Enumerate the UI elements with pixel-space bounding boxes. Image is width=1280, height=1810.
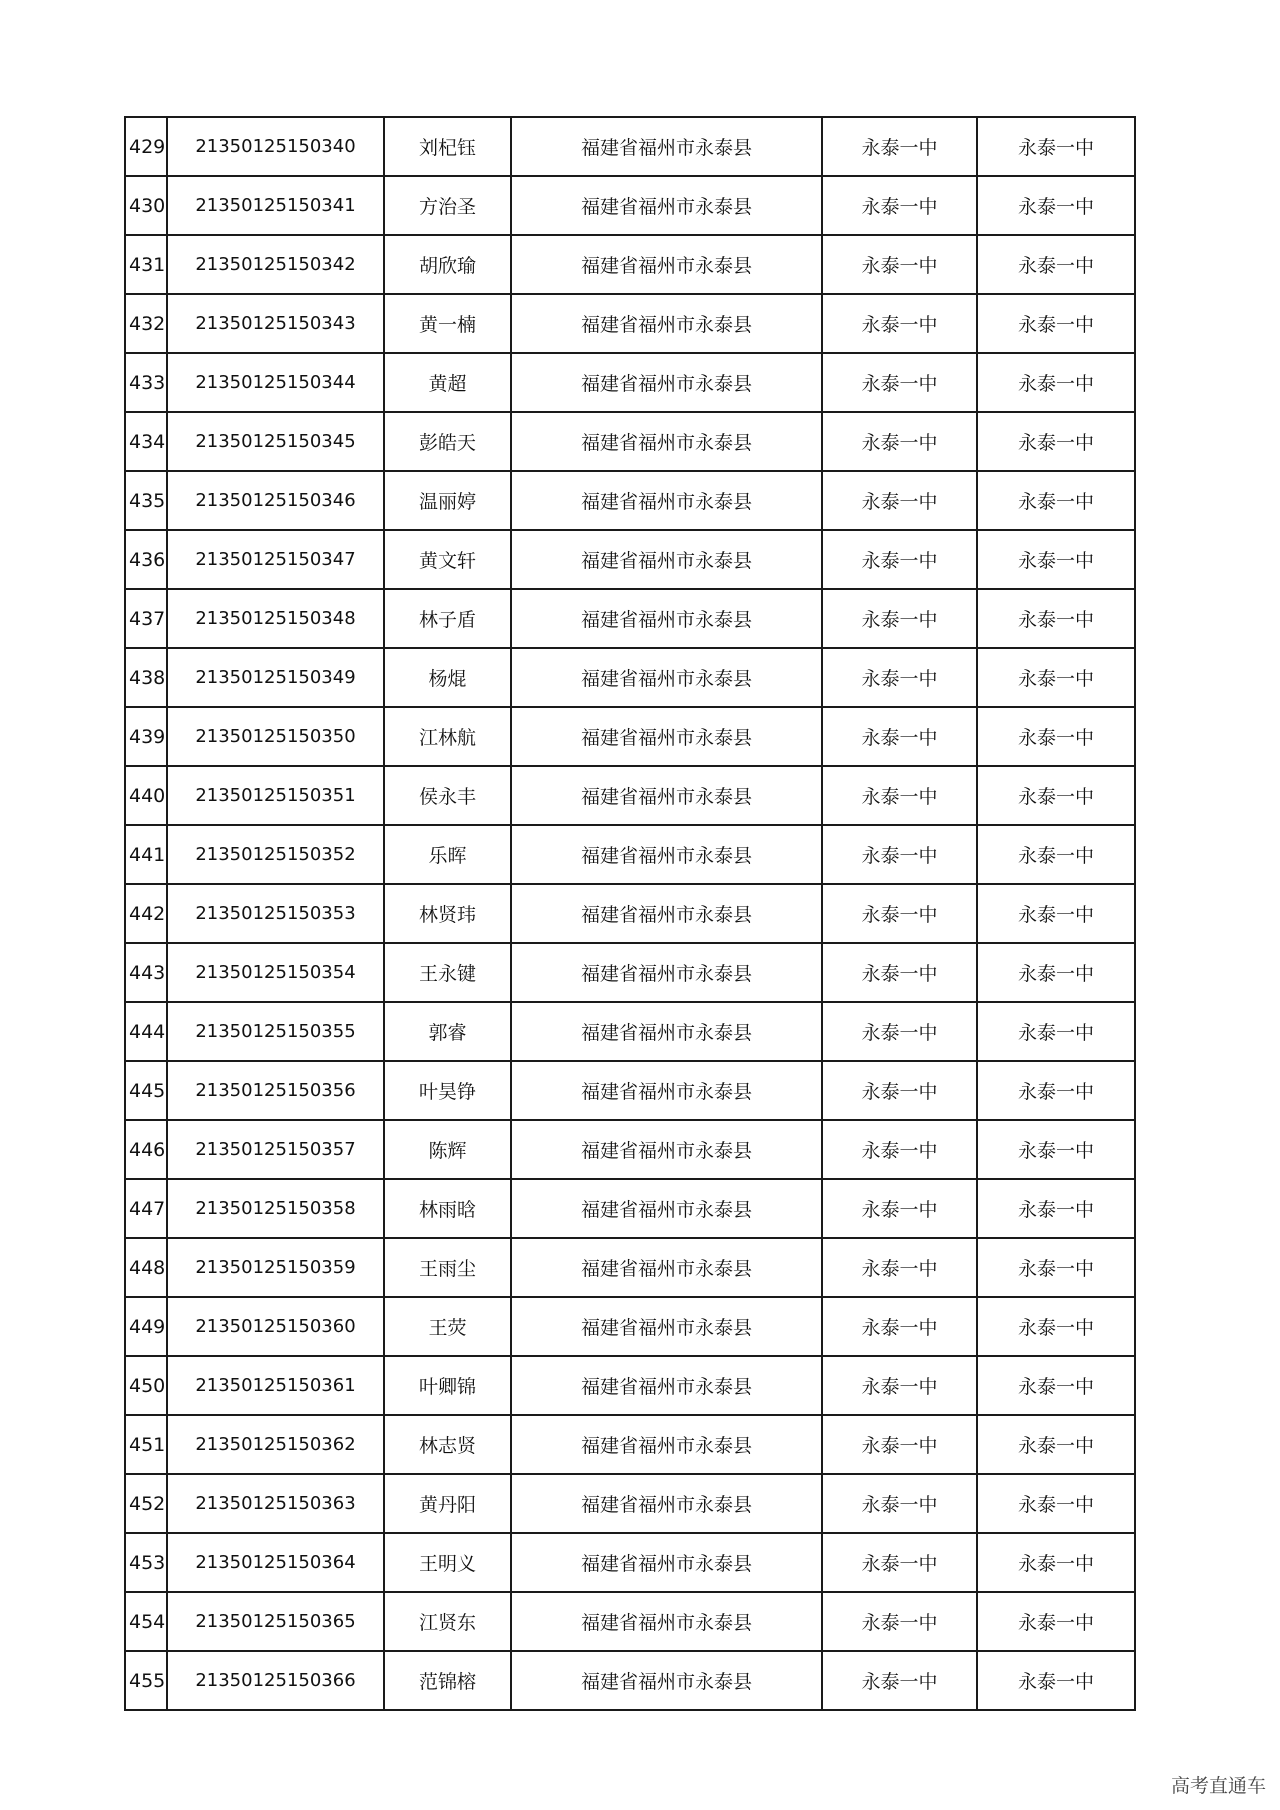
student-name-cell: 郭睿 xyxy=(384,1002,511,1061)
table-row xyxy=(125,1002,1135,1061)
table-row xyxy=(125,471,1135,530)
school-cell: 永泰一中 xyxy=(822,1238,977,1297)
region-cell: 福建省福州市永泰县 xyxy=(511,235,822,294)
table-row xyxy=(125,1120,1135,1179)
school-alt-cell: 永泰一中 xyxy=(977,648,1135,707)
candidate-id-cell: 21350125150362 xyxy=(167,1415,384,1474)
student-name-cell: 王永键 xyxy=(384,943,511,1002)
student-name-cell: 黄一楠 xyxy=(384,294,511,353)
region-cell: 福建省福州市永泰县 xyxy=(511,1120,822,1179)
row-number-cell: 449 xyxy=(125,1297,167,1356)
school-alt-cell: 永泰一中 xyxy=(977,943,1135,1002)
school-cell: 永泰一中 xyxy=(822,884,977,943)
school-cell: 永泰一中 xyxy=(822,1002,977,1061)
region-cell: 福建省福州市永泰县 xyxy=(511,117,822,176)
school-alt-cell: 永泰一中 xyxy=(977,1356,1135,1415)
table-row xyxy=(125,1474,1135,1533)
row-number-cell: 455 xyxy=(125,1651,167,1710)
school-cell: 永泰一中 xyxy=(822,589,977,648)
school-alt-cell: 永泰一中 xyxy=(977,884,1135,943)
table-row xyxy=(125,1415,1135,1474)
region-cell: 福建省福州市永泰县 xyxy=(511,530,822,589)
table-row xyxy=(125,235,1135,294)
table-row xyxy=(125,294,1135,353)
school-cell: 永泰一中 xyxy=(822,1474,977,1533)
row-number-cell: 430 xyxy=(125,176,167,235)
candidate-id-cell: 21350125150344 xyxy=(167,353,384,412)
candidate-id-cell: 21350125150363 xyxy=(167,1474,384,1533)
school-alt-cell: 永泰一中 xyxy=(977,176,1135,235)
table-row xyxy=(125,884,1135,943)
row-number-cell: 436 xyxy=(125,530,167,589)
candidate-id-cell: 21350125150343 xyxy=(167,294,384,353)
student-name-cell: 王雨尘 xyxy=(384,1238,511,1297)
student-name-cell: 杨焜 xyxy=(384,648,511,707)
student-name-cell: 黄丹阳 xyxy=(384,1474,511,1533)
candidate-id-cell: 21350125150347 xyxy=(167,530,384,589)
student-name-cell: 陈辉 xyxy=(384,1120,511,1179)
region-cell: 福建省福州市永泰县 xyxy=(511,1592,822,1651)
school-alt-cell: 永泰一中 xyxy=(977,1474,1135,1533)
school-cell: 永泰一中 xyxy=(822,1592,977,1651)
row-number-cell: 437 xyxy=(125,589,167,648)
school-alt-cell: 永泰一中 xyxy=(977,1120,1135,1179)
candidate-id-cell: 21350125150342 xyxy=(167,235,384,294)
student-name-cell: 叶卿锦 xyxy=(384,1356,511,1415)
candidate-id-cell: 21350125150346 xyxy=(167,471,384,530)
school-cell: 永泰一中 xyxy=(822,117,977,176)
region-cell: 福建省福州市永泰县 xyxy=(511,412,822,471)
student-name-cell: 林雨晗 xyxy=(384,1179,511,1238)
region-cell: 福建省福州市永泰县 xyxy=(511,1179,822,1238)
candidate-id-cell: 21350125150360 xyxy=(167,1297,384,1356)
student-name-cell: 王明义 xyxy=(384,1533,511,1592)
region-cell: 福建省福州市永泰县 xyxy=(511,766,822,825)
school-alt-cell: 永泰一中 xyxy=(977,1297,1135,1356)
row-number-cell: 443 xyxy=(125,943,167,1002)
candidate-id-cell: 21350125150353 xyxy=(167,884,384,943)
candidate-id-cell: 21350125150340 xyxy=(167,117,384,176)
region-cell: 福建省福州市永泰县 xyxy=(511,1415,822,1474)
row-number-cell: 429 xyxy=(125,117,167,176)
school-alt-cell: 永泰一中 xyxy=(977,471,1135,530)
table-row xyxy=(125,1238,1135,1297)
table-row xyxy=(125,943,1135,1002)
school-cell: 永泰一中 xyxy=(822,1533,977,1592)
table-row xyxy=(125,412,1135,471)
region-cell: 福建省福州市永泰县 xyxy=(511,1356,822,1415)
candidate-id-cell: 21350125150364 xyxy=(167,1533,384,1592)
school-alt-cell: 永泰一中 xyxy=(977,235,1135,294)
row-number-cell: 445 xyxy=(125,1061,167,1120)
table-row xyxy=(125,1061,1135,1120)
school-cell: 永泰一中 xyxy=(822,294,977,353)
region-cell: 福建省福州市永泰县 xyxy=(511,176,822,235)
roster-table xyxy=(124,116,1136,1711)
school-alt-cell: 永泰一中 xyxy=(977,117,1135,176)
region-cell: 福建省福州市永泰县 xyxy=(511,1474,822,1533)
school-cell: 永泰一中 xyxy=(822,235,977,294)
school-cell: 永泰一中 xyxy=(822,412,977,471)
student-name-cell: 王荧 xyxy=(384,1297,511,1356)
row-number-cell: 448 xyxy=(125,1238,167,1297)
region-cell: 福建省福州市永泰县 xyxy=(511,1061,822,1120)
table-row xyxy=(125,825,1135,884)
school-cell: 永泰一中 xyxy=(822,530,977,589)
school-cell: 永泰一中 xyxy=(822,1061,977,1120)
candidate-id-cell: 21350125150348 xyxy=(167,589,384,648)
student-name-cell: 林志贤 xyxy=(384,1415,511,1474)
row-number-cell: 453 xyxy=(125,1533,167,1592)
student-name-cell: 江贤东 xyxy=(384,1592,511,1651)
region-cell: 福建省福州市永泰县 xyxy=(511,471,822,530)
region-cell: 福建省福州市永泰县 xyxy=(511,589,822,648)
school-alt-cell: 永泰一中 xyxy=(977,530,1135,589)
row-number-cell: 433 xyxy=(125,353,167,412)
region-cell: 福建省福州市永泰县 xyxy=(511,1651,822,1710)
region-cell: 福建省福州市永泰县 xyxy=(511,1238,822,1297)
school-alt-cell: 永泰一中 xyxy=(977,589,1135,648)
row-number-cell: 452 xyxy=(125,1474,167,1533)
school-cell: 永泰一中 xyxy=(822,1179,977,1238)
student-name-cell: 温丽婷 xyxy=(384,471,511,530)
region-cell: 福建省福州市永泰县 xyxy=(511,884,822,943)
row-number-cell: 441 xyxy=(125,825,167,884)
school-alt-cell: 永泰一中 xyxy=(977,707,1135,766)
school-cell: 永泰一中 xyxy=(822,471,977,530)
watermark-text: 高考直通车 xyxy=(1170,1775,1266,1797)
row-number-cell: 450 xyxy=(125,1356,167,1415)
school-alt-cell: 永泰一中 xyxy=(977,1533,1135,1592)
student-name-cell: 江林航 xyxy=(384,707,511,766)
candidate-id-cell: 21350125150350 xyxy=(167,707,384,766)
student-name-cell: 黄超 xyxy=(384,353,511,412)
row-number-cell: 447 xyxy=(125,1179,167,1238)
school-cell: 永泰一中 xyxy=(822,707,977,766)
row-number-cell: 438 xyxy=(125,648,167,707)
table-row xyxy=(125,353,1135,412)
region-cell: 福建省福州市永泰县 xyxy=(511,707,822,766)
table-row xyxy=(125,766,1135,825)
school-alt-cell: 永泰一中 xyxy=(977,1179,1135,1238)
school-alt-cell: 永泰一中 xyxy=(977,294,1135,353)
school-alt-cell: 永泰一中 xyxy=(977,1651,1135,1710)
row-number-cell: 431 xyxy=(125,235,167,294)
candidate-id-cell: 21350125150352 xyxy=(167,825,384,884)
table-row xyxy=(125,707,1135,766)
student-name-cell: 黄文轩 xyxy=(384,530,511,589)
student-name-cell: 叶昊铮 xyxy=(384,1061,511,1120)
student-name-cell: 方治圣 xyxy=(384,176,511,235)
student-name-cell: 刘杞钰 xyxy=(384,117,511,176)
roster-body xyxy=(125,117,1135,1710)
table-row xyxy=(125,1651,1135,1710)
student-name-cell: 林贤玮 xyxy=(384,884,511,943)
region-cell: 福建省福州市永泰县 xyxy=(511,294,822,353)
table-row xyxy=(125,1533,1135,1592)
region-cell: 福建省福州市永泰县 xyxy=(511,1002,822,1061)
region-cell: 福建省福州市永泰县 xyxy=(511,648,822,707)
candidate-id-cell: 21350125150355 xyxy=(167,1002,384,1061)
school-cell: 永泰一中 xyxy=(822,943,977,1002)
region-cell: 福建省福州市永泰县 xyxy=(511,825,822,884)
school-cell: 永泰一中 xyxy=(822,1297,977,1356)
school-alt-cell: 永泰一中 xyxy=(977,1238,1135,1297)
candidate-id-cell: 21350125150365 xyxy=(167,1592,384,1651)
school-alt-cell: 永泰一中 xyxy=(977,1592,1135,1651)
candidate-id-cell: 21350125150358 xyxy=(167,1179,384,1238)
row-number-cell: 454 xyxy=(125,1592,167,1651)
table-row xyxy=(125,589,1135,648)
table-row xyxy=(125,1592,1135,1651)
region-cell: 福建省福州市永泰县 xyxy=(511,1533,822,1592)
candidate-id-cell: 21350125150366 xyxy=(167,1651,384,1710)
school-cell: 永泰一中 xyxy=(822,353,977,412)
school-cell: 永泰一中 xyxy=(822,176,977,235)
table-row xyxy=(125,530,1135,589)
school-cell: 永泰一中 xyxy=(822,1120,977,1179)
student-name-cell: 胡欣瑜 xyxy=(384,235,511,294)
school-cell: 永泰一中 xyxy=(822,1415,977,1474)
school-cell: 永泰一中 xyxy=(822,766,977,825)
school-alt-cell: 永泰一中 xyxy=(977,1002,1135,1061)
school-cell: 永泰一中 xyxy=(822,1651,977,1710)
row-number-cell: 446 xyxy=(125,1120,167,1179)
candidate-id-cell: 21350125150357 xyxy=(167,1120,384,1179)
candidate-id-cell: 21350125150349 xyxy=(167,648,384,707)
row-number-cell: 440 xyxy=(125,766,167,825)
table-row xyxy=(125,1179,1135,1238)
region-cell: 福建省福州市永泰县 xyxy=(511,943,822,1002)
table-row xyxy=(125,176,1135,235)
region-cell: 福建省福州市永泰县 xyxy=(511,353,822,412)
school-alt-cell: 永泰一中 xyxy=(977,825,1135,884)
row-number-cell: 451 xyxy=(125,1415,167,1474)
table-row xyxy=(125,1297,1135,1356)
candidate-id-cell: 21350125150345 xyxy=(167,412,384,471)
student-name-cell: 林子盾 xyxy=(384,589,511,648)
region-cell: 福建省福州市永泰县 xyxy=(511,1297,822,1356)
row-number-cell: 444 xyxy=(125,1002,167,1061)
school-cell: 永泰一中 xyxy=(822,825,977,884)
table-row xyxy=(125,117,1135,176)
school-alt-cell: 永泰一中 xyxy=(977,766,1135,825)
student-name-cell: 侯永丰 xyxy=(384,766,511,825)
row-number-cell: 434 xyxy=(125,412,167,471)
school-cell: 永泰一中 xyxy=(822,1356,977,1415)
school-alt-cell: 永泰一中 xyxy=(977,353,1135,412)
row-number-cell: 432 xyxy=(125,294,167,353)
candidate-id-cell: 21350125150361 xyxy=(167,1356,384,1415)
candidate-id-cell: 21350125150351 xyxy=(167,766,384,825)
candidate-id-cell: 21350125150354 xyxy=(167,943,384,1002)
school-alt-cell: 永泰一中 xyxy=(977,1061,1135,1120)
school-alt-cell: 永泰一中 xyxy=(977,412,1135,471)
candidate-id-cell: 21350125150341 xyxy=(167,176,384,235)
row-number-cell: 439 xyxy=(125,707,167,766)
row-number-cell: 442 xyxy=(125,884,167,943)
student-name-cell: 彭皓天 xyxy=(384,412,511,471)
student-name-cell: 范锦榕 xyxy=(384,1651,511,1710)
candidate-id-cell: 21350125150359 xyxy=(167,1238,384,1297)
table-row xyxy=(125,648,1135,707)
candidate-id-cell: 21350125150356 xyxy=(167,1061,384,1120)
student-name-cell: 乐晖 xyxy=(384,825,511,884)
table-row xyxy=(125,1356,1135,1415)
school-alt-cell: 永泰一中 xyxy=(977,1415,1135,1474)
row-number-cell: 435 xyxy=(125,471,167,530)
school-cell: 永泰一中 xyxy=(822,648,977,707)
